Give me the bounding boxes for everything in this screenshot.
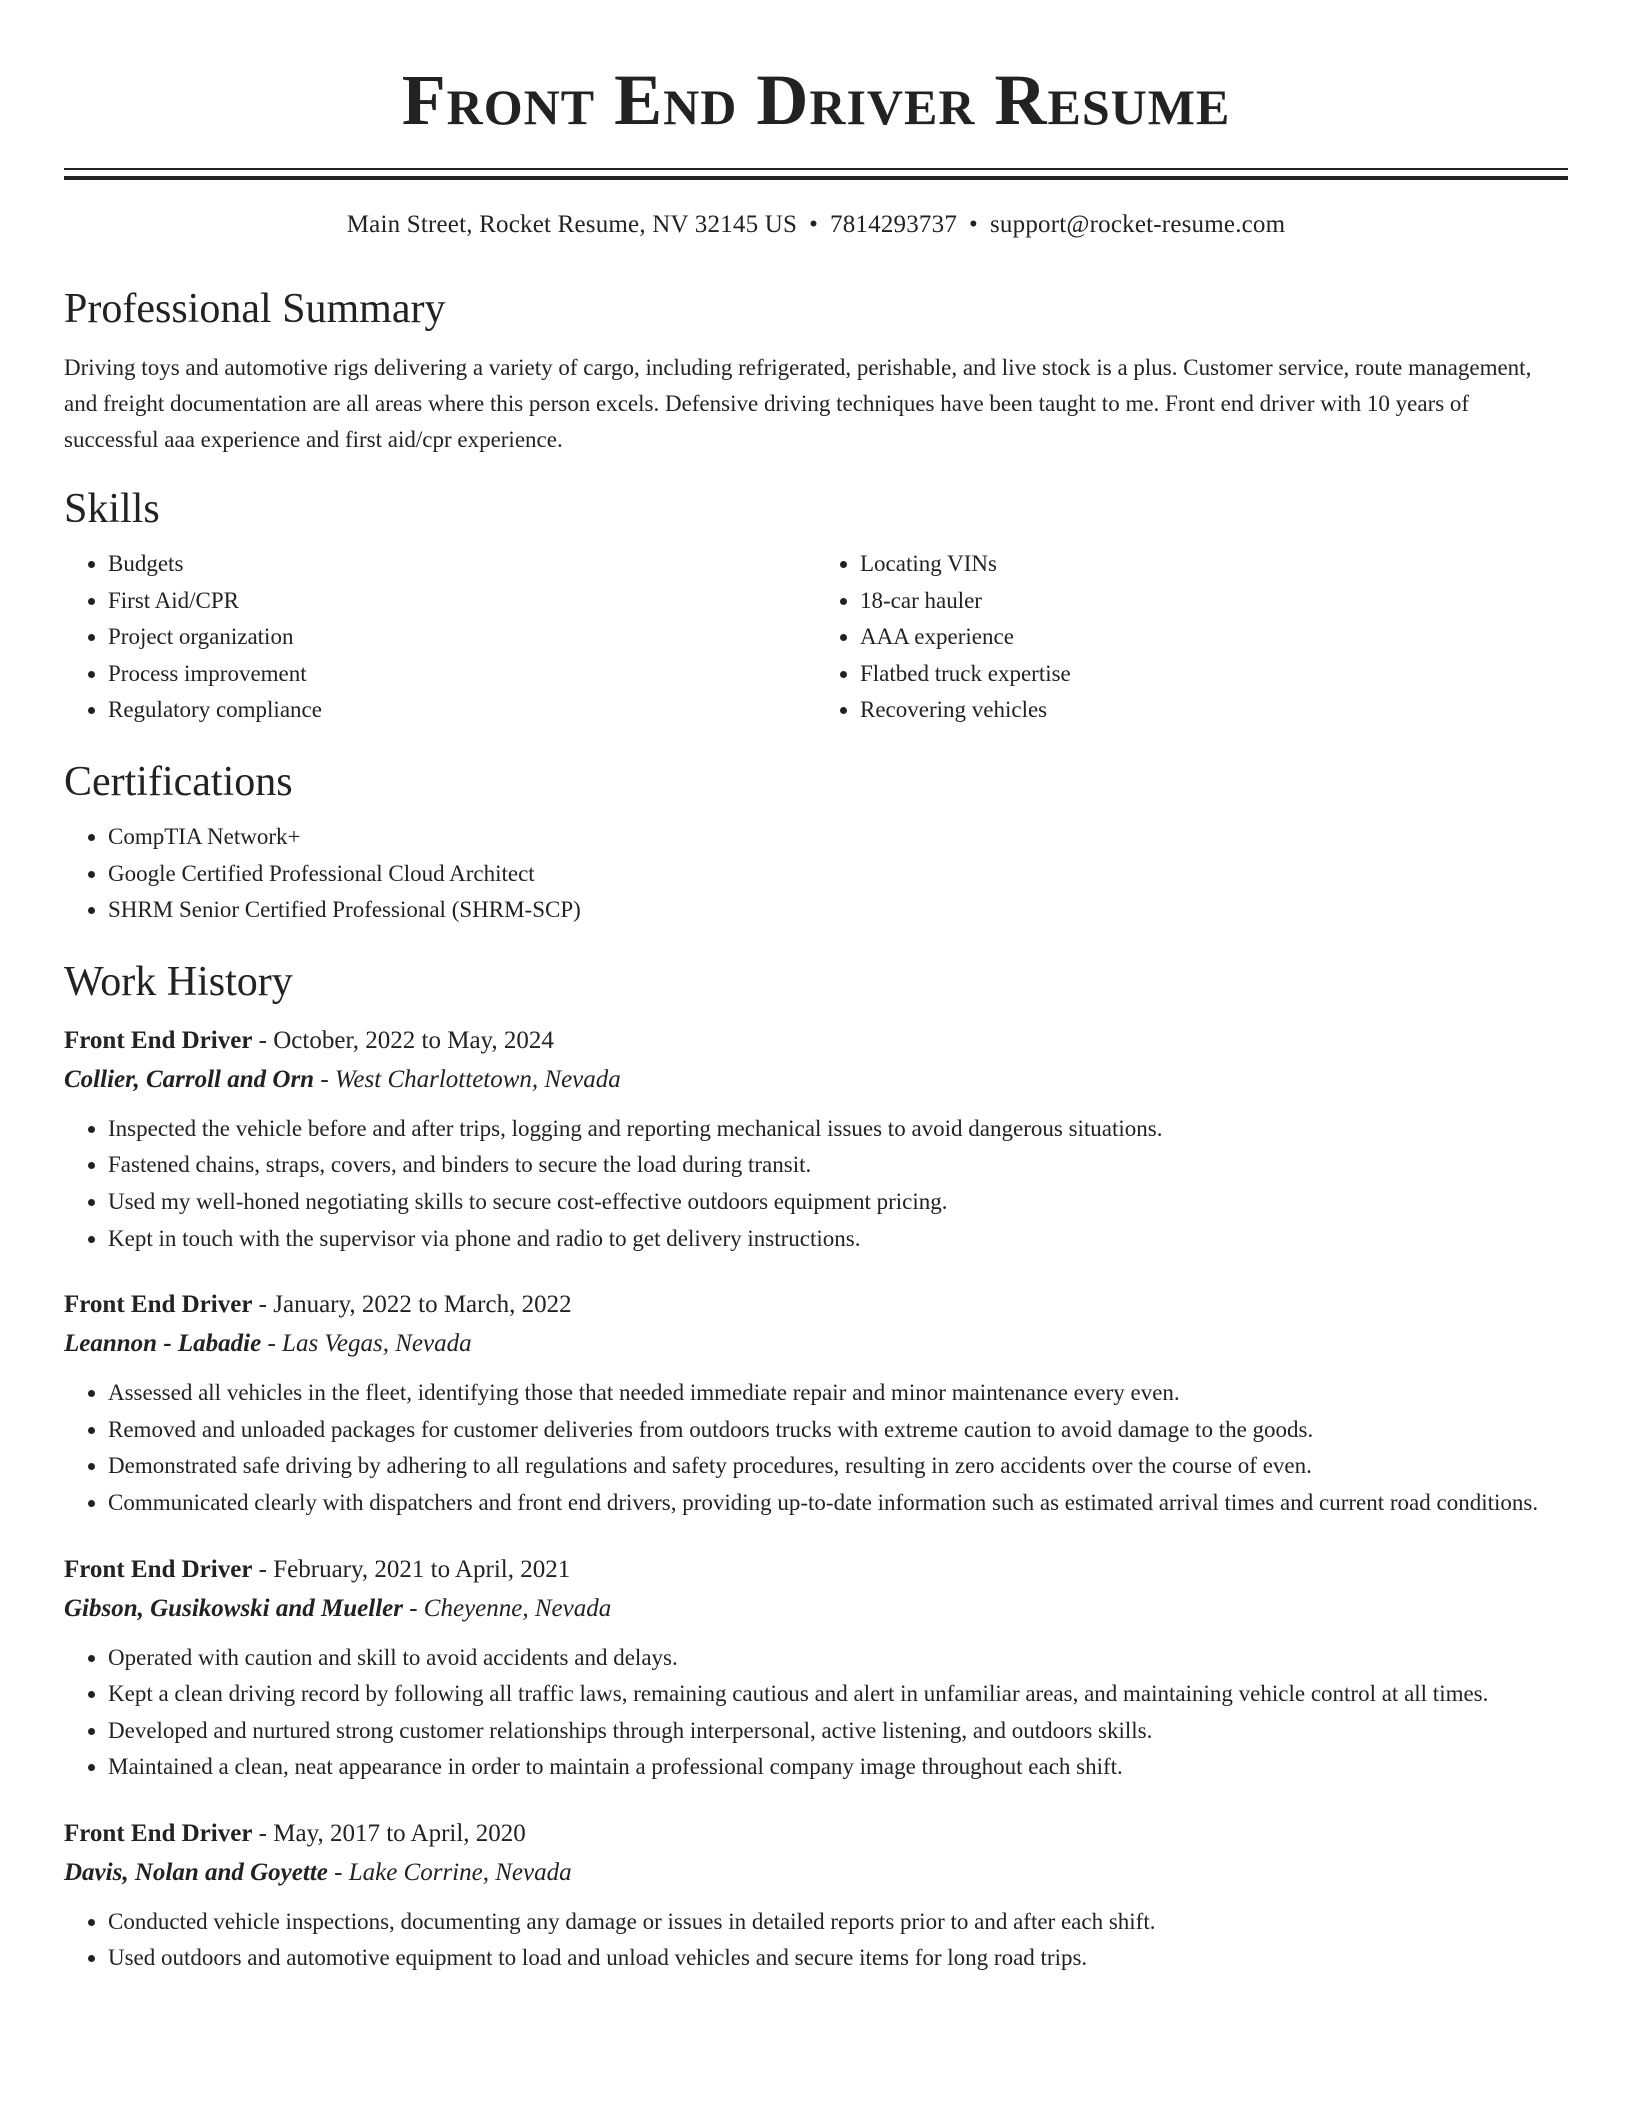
job-title-line (64, 1021, 1568, 1060)
job-bullet: • Assessed all vehicles in the fleet, identifying those that needed immediate repair and minor maintenance every even. (108, 1375, 1568, 1412)
skill-item: • Locating VINs (860, 546, 1568, 583)
job-company-line (64, 1853, 1568, 1892)
job-company: Gibson, Gusikowski and Mueller (64, 1594, 403, 1622)
job-title-line (64, 1550, 1568, 1589)
skills-grid (64, 546, 1568, 729)
job-bullet: • Kept a clean driving record by following all traffic laws, remaining cautious and alert in unfamiliar areas, and maintaining vehicle control at all times. (108, 1676, 1568, 1713)
job-bullets (64, 1640, 1568, 1786)
job-title-line (64, 1285, 1568, 1324)
contact-line (64, 208, 1568, 242)
skill-item: • 18-car hauler (860, 583, 1568, 620)
skills-list-right (816, 546, 1568, 729)
certification-item: • SHRM Senior Certified Professional (SHRM-SCP) (108, 892, 1568, 929)
job-entry (64, 1285, 1568, 1521)
job-bullet: • Conducted vehicle inspections, documenting any damage or issues in detailed reports prior to and after each shift. (108, 1904, 1568, 1941)
certification-item: • CompTIA Network+ (108, 819, 1568, 856)
skills-list-left (64, 546, 816, 729)
job-bullet: • Removed and unloaded packages for customer deliveries from outdoors trucks with extreme caution to avoid damage to the goods. (108, 1412, 1568, 1449)
job-company-line (64, 1060, 1568, 1099)
summary-heading: Professional Summary (64, 286, 446, 332)
job-dates: - January, 2022 to March, 2022 (252, 1291, 572, 1319)
certifications-list (64, 819, 1568, 929)
skill-item: • Project organization (108, 619, 816, 656)
job-bullet: • Used my well-honed negotiating skills to secure cost-effective outdoors equipment pricing. (108, 1184, 1568, 1221)
job-company-line (64, 1589, 1568, 1628)
job-location: - Lake Corrine, Nevada (327, 1858, 572, 1886)
contact-email: support@rocket-resume.com (989, 211, 1286, 238)
skill-item: • Recovering vehicles (860, 692, 1568, 729)
job-bullet: • Used outdoors and automotive equipment to load and unload vehicles and secure items for long road trips. (108, 1940, 1568, 1977)
certifications-heading: Certifications (64, 758, 293, 805)
contact-address: Main Street, Rocket Resume, NV 32145 US (346, 211, 798, 238)
title-divider (64, 168, 1568, 180)
summary-text: Driving toys and automotive rigs delivering a variety of cargo, including refrigerated, perishable, and live stock is a plus. Customer service, route management, and freight documentation are all areas where this person excels. Defensive driving techniques have been taught to me. Front end driver with 10 years of successful aaa experience and first aid/cpr experience. (64, 355, 1532, 452)
skill-item: • Process improvement (108, 656, 816, 693)
job-dates: - May, 2017 to April, 2020 (252, 1819, 526, 1847)
job-entry (64, 1021, 1568, 1257)
job-company-line (64, 1324, 1568, 1363)
skills-heading: Skills (64, 486, 160, 532)
resume-title: Front End Driver Resume (401, 60, 1231, 140)
job-company: Collier, Carroll and Orn (64, 1065, 315, 1093)
skill-item: • Flatbed truck expertise (860, 656, 1568, 693)
job-bullet: • Demonstrated safe driving by adhering to all regulations and safety procedures, resulting in zero accidents over the course of even. (108, 1448, 1568, 1485)
job-bullets (64, 1904, 1568, 1977)
job-company: Leannon - Labadie (64, 1330, 262, 1358)
job-bullets (64, 1111, 1568, 1257)
job-dates: - February, 2021 to April, 2021 (252, 1555, 571, 1583)
job-bullet: • Communicated clearly with dispatchers and front end drivers, providing up-to-date information such as estimated arrival times and current road conditions. (108, 1485, 1568, 1522)
certification-item: • Google Certified Professional Cloud Architect (108, 856, 1568, 893)
job-bullet: • Operated with caution and skill to avoid accidents and delays. (108, 1640, 1568, 1677)
job-bullet: • Maintained a clean, neat appearance in order to maintain a professional company image throughout each shift. (108, 1749, 1568, 1786)
contact-phone: 7814293737 (830, 211, 958, 238)
job-entry (64, 1550, 1568, 1786)
job-company: Davis, Nolan and Goyette (64, 1858, 328, 1886)
contact-separator: • (809, 211, 819, 238)
job-role: Front End Driver (64, 1026, 253, 1054)
job-dates: - October, 2022 to May, 2024 (252, 1026, 554, 1054)
job-bullet: • Fastened chains, straps, covers, and binders to secure the load during transit. (108, 1147, 1568, 1184)
job-role: Front End Driver (64, 1819, 253, 1847)
job-bullet: • Kept in touch with the supervisor via phone and radio to get delivery instructions. (108, 1221, 1568, 1258)
job-title-line (64, 1814, 1568, 1853)
skill-item: • First Aid/CPR (108, 583, 816, 620)
skill-item: • AAA experience (860, 619, 1568, 656)
job-role: Front End Driver (64, 1291, 253, 1319)
job-role: Front End Driver (64, 1555, 253, 1583)
job-location: - Las Vegas, Nevada (261, 1330, 472, 1358)
job-location: - Cheyenne, Nevada (402, 1594, 612, 1622)
contact-separator: • (969, 211, 978, 238)
skill-item: • Budgets (108, 546, 816, 583)
work-history-heading: Work History (64, 958, 293, 1005)
job-bullet: • Inspected the vehicle before and after trips, logging and reporting mechanical issues to avoid dangerous situations. (108, 1111, 1568, 1148)
job-bullets (64, 1375, 1568, 1521)
job-bullet: • Developed and nurtured strong customer relationships through interpersonal, active listening, and outdoors skills. (108, 1713, 1568, 1750)
job-entry (64, 1814, 1568, 1977)
skill-item: • Regulatory compliance (108, 692, 816, 729)
job-location: - West Charlottetown, Nevada (314, 1065, 621, 1093)
